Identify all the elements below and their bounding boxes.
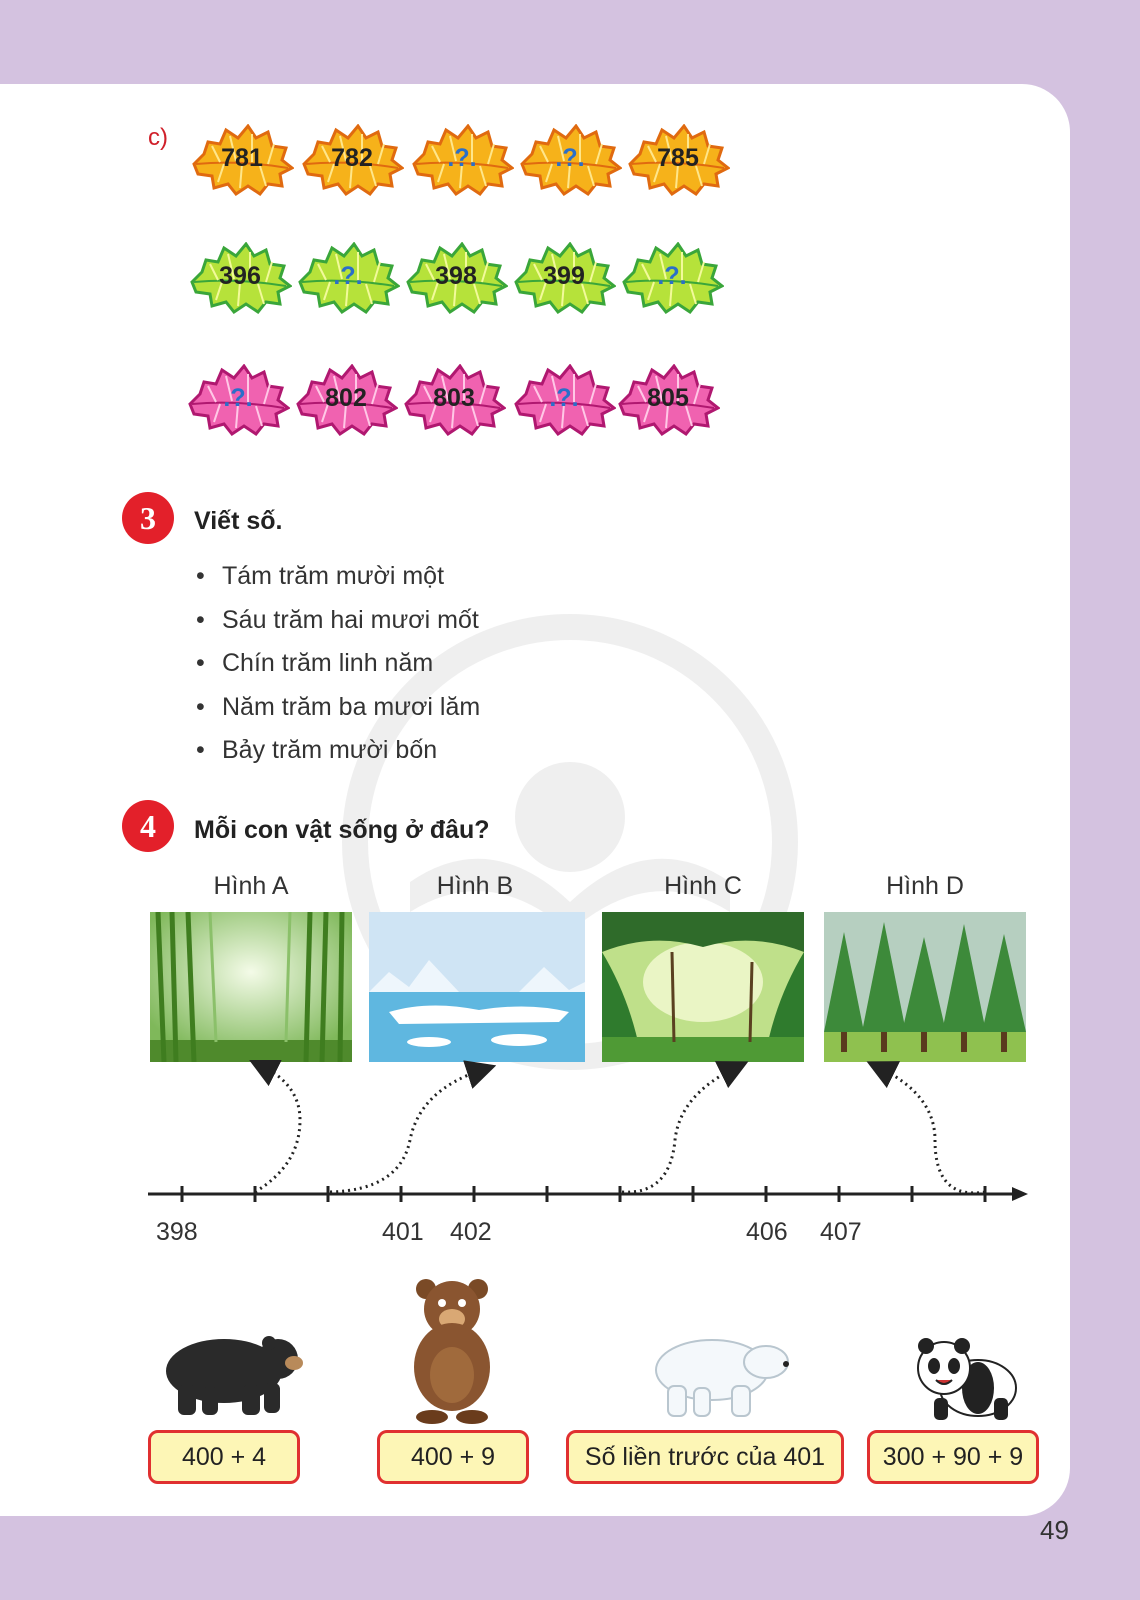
- leaf-number: .?.: [223, 384, 253, 412]
- exercise-4-title: Mỗi con vật sống ở đâu?: [194, 816, 490, 844]
- leaf-card: [300, 124, 404, 196]
- scene-b-label: Hình B: [436, 872, 514, 900]
- jungle-image: [602, 912, 804, 1062]
- expression-box-polar-bear: Số liền trước của 401: [566, 1430, 844, 1484]
- tick-label: 402: [450, 1218, 492, 1246]
- leaf-number: 803: [433, 384, 475, 412]
- scene-a-label: Hình A: [213, 872, 289, 900]
- leaf-number: .?.: [333, 262, 363, 290]
- leaf-card: [186, 364, 290, 436]
- leaf-card: [294, 364, 398, 436]
- arctic-ice-image: [369, 912, 585, 1062]
- list-item: • Chín trăm linh năm: [196, 642, 480, 686]
- expression-box-panda: 300 + 90 + 9: [867, 1430, 1039, 1484]
- leaf-number: .?.: [447, 144, 477, 172]
- leaf-number: 805: [647, 384, 689, 412]
- panda-icon: [914, 1338, 1018, 1424]
- leaf-card: [518, 124, 622, 196]
- exercise-3-list: [196, 555, 480, 773]
- leaf-number: 802: [325, 384, 367, 412]
- part-c-label: c): [148, 124, 168, 151]
- scene-c-label: Hình C: [664, 872, 742, 900]
- leaf-card: [512, 242, 616, 314]
- polar-bear-icon: [648, 1328, 790, 1418]
- leaf-card: [188, 242, 292, 314]
- list-item: • Năm trăm ba mươi lăm: [196, 686, 480, 730]
- bamboo-forest-image: [150, 912, 352, 1062]
- leaf-card: [512, 364, 616, 436]
- leaf-number: .?.: [549, 384, 579, 412]
- tick-label: 407: [820, 1218, 862, 1246]
- leaf-card: [404, 242, 508, 314]
- exercise-3-badge: 3: [122, 492, 174, 544]
- scene-d-label: Hình D: [886, 872, 964, 900]
- leaf-card: [626, 124, 730, 196]
- list-item: • Tám trăm mười một: [196, 555, 480, 599]
- expression-box-black-bear: 400 + 4: [148, 1430, 300, 1484]
- black-bear-icon: [156, 1325, 306, 1417]
- list-item: • Sáu trăm hai mươi mốt: [196, 599, 480, 643]
- number-line: [0, 1060, 1040, 1240]
- expression-box-brown-bear: 400 + 9: [377, 1430, 529, 1484]
- leaf-card: [190, 124, 294, 196]
- list-item: • Bảy trăm mười bốn: [196, 729, 480, 773]
- tick-label: 406: [746, 1218, 788, 1246]
- leaf-card: [402, 364, 506, 436]
- leaf-card: [620, 242, 724, 314]
- leaf-number: 399: [543, 262, 585, 290]
- brown-bear-icon: [404, 1275, 500, 1425]
- leaf-number: 396: [219, 262, 261, 290]
- exercise-4-badge: 4: [122, 800, 174, 852]
- leaf-number: .?.: [657, 262, 687, 290]
- pine-forest-image: [824, 912, 1026, 1062]
- exercise-3-title: Viết số.: [194, 507, 283, 535]
- tick-label: 401: [382, 1218, 424, 1246]
- leaf-number: 785: [657, 144, 699, 172]
- leaf-number: 782: [331, 144, 373, 172]
- leaf-card: [410, 124, 514, 196]
- leaf-card: [296, 242, 400, 314]
- page-number: 49: [1040, 1515, 1069, 1545]
- leaf-number: .?.: [555, 144, 585, 172]
- tick-label: 398: [156, 1218, 198, 1246]
- leaf-card: [616, 364, 720, 436]
- leaf-number: 781: [221, 144, 263, 172]
- leaf-number: 398: [435, 262, 477, 290]
